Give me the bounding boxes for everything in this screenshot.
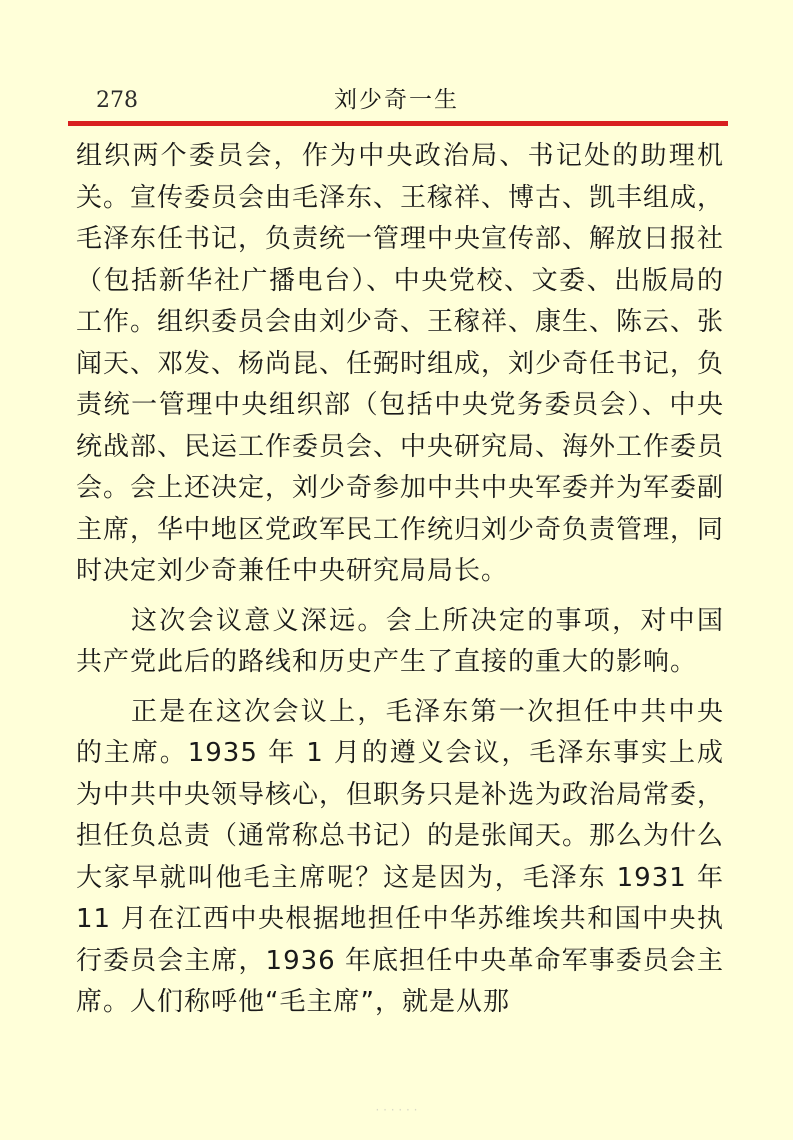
running-title: 刘少奇一生 (334, 87, 459, 113)
paragraph-chairman: 正是在这次会议上，毛泽东第一次担任中共中央的主席。1935 年 1 月的遵义会议，毛泽东事实上成为中共中央领导核心，但职务只是补选为政治局常委，担任负总责（通常称总书记）的是张闻天。那么为什么大家早就叫他毛主席呢？这是因为，毛泽东 1931 年 11 月在江西中央根据地担任中华苏维埃共和国中央执行委员会主席，1936 年底担任中央革命军事委员会主席。人们称呼他“毛主席”，就是从那 (76, 696, 725, 1017)
header-rule (68, 121, 728, 126)
paragraph-continued: 组织两个委员会，作为中央政治局、书记处的助理机关。宣传委员会由毛泽东、王稼祥、博古、凯丰组成，毛泽东任书记，负责统一管理中央宣传部、解放日报社（包括新华社广播电台）、中央党校、文委、出版局的工作。组织委员会由刘少奇、王稼祥、康生、陈云、张闻天、邓发、杨尚昆、任弼时组成，刘少奇任书记，负责统一管理中央组织部（包括中央党务委员会）、中央统战部、民运工作委员会、中央研究局、海外工作委员会。会上还决定，刘少奇参加中共中央军委并为军委副主席，华中地区党政军民工作统归刘少奇负责管理，同时决定刘少奇兼任中央研究局局长。 (76, 141, 725, 586)
page-number: 278 (96, 88, 138, 113)
page-body (76, 136, 724, 1024)
footer-watermark: · · · · · · (375, 1103, 418, 1117)
paragraph-significance: 这次会议意义深远。会上所决定的事项，对中国共产党此后的路线和历史产生了直接的重大的影响。 (76, 605, 724, 677)
